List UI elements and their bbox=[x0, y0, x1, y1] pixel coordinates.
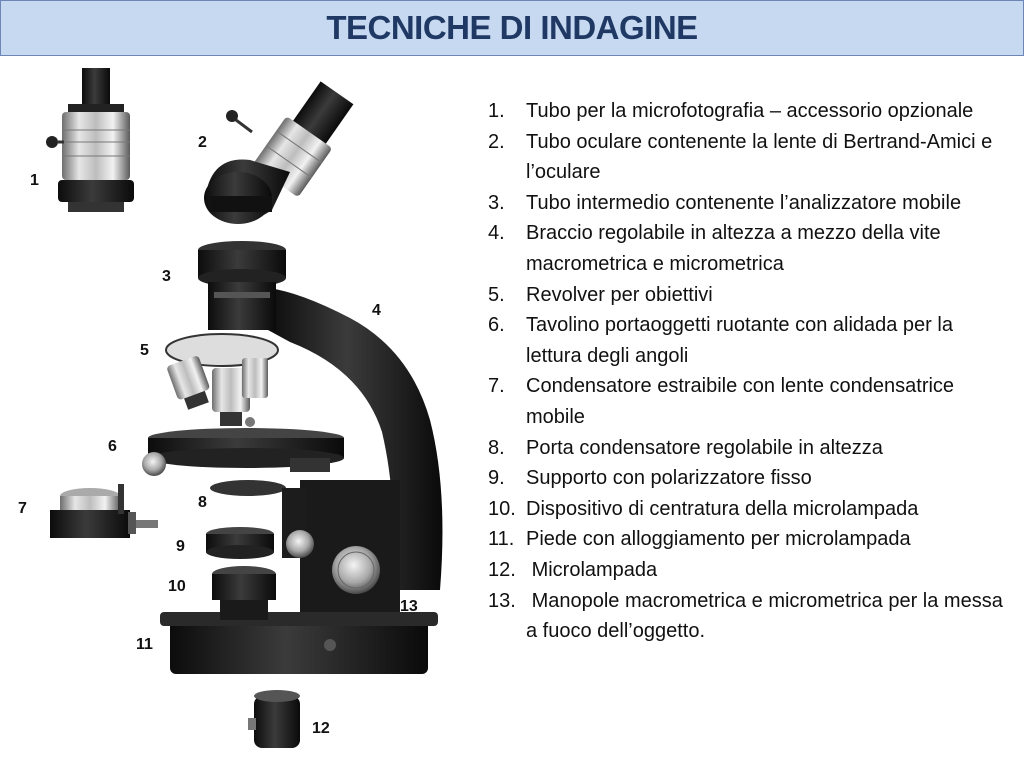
part-5-objective-revolver bbox=[166, 334, 278, 427]
callout-13: 13 bbox=[400, 598, 418, 615]
part-10-centring-device bbox=[212, 566, 276, 620]
list-item: 6. Tavolino portaoggetti ruotante con alidada per la lettura degli angoli bbox=[488, 314, 959, 367]
list-item: 4. Braccio regolabile in altezza a mezzo della vite macrometrica e micrometrica bbox=[488, 222, 952, 275]
list-item: 1. Tubo per la microfotografia – accessorio opzionale bbox=[488, 100, 974, 122]
part-6-rotating-stage bbox=[142, 428, 344, 476]
list-item: 5. Revolver per obiettivi bbox=[488, 283, 713, 306]
microscope-exploded-illustration bbox=[0, 60, 470, 760]
list-item: 11. Piede con alloggiamento per microlampada bbox=[488, 528, 911, 551]
callout-4: 4 bbox=[372, 302, 381, 319]
list-item: 12. Microlampada bbox=[488, 558, 658, 581]
microscope-figure bbox=[0, 60, 470, 760]
part-9-polarizer-support bbox=[206, 527, 274, 559]
list-item: 13. Manopole macrometrica e micrometrica per la messa a fuoco dell’oggetto. bbox=[488, 589, 1009, 643]
callout-1: 1 bbox=[30, 172, 39, 189]
part-12-micro-lamp bbox=[248, 690, 300, 748]
callout-6: 6 bbox=[108, 438, 117, 455]
callout-11: 11 bbox=[136, 636, 153, 653]
list-item: 2. Tubo oculare contenente la lente di Bertrand-Amici e l’oculare bbox=[488, 130, 998, 184]
part-2-eyepiece-tube bbox=[204, 77, 360, 224]
part-3-intermediate-tube bbox=[198, 241, 286, 330]
callout-12: 12 bbox=[312, 720, 330, 737]
list-item: 8. Porta condensatore regolabile in altezza bbox=[488, 436, 883, 459]
list-item: 7. Condensatore estraibile con lente condensatrice mobile bbox=[488, 375, 960, 428]
callout-2: 2 bbox=[198, 134, 207, 151]
part-1-photo-tube bbox=[46, 68, 134, 212]
list-item: 10. Dispositivo di centratura della microlampada bbox=[488, 497, 919, 520]
list-item: 9. Supporto con polarizzatore fisso bbox=[488, 467, 812, 490]
callout-5: 5 bbox=[140, 342, 149, 359]
part-7-removable-condenser bbox=[50, 484, 158, 538]
title-bar bbox=[0, 0, 1024, 56]
callout-8: 8 bbox=[198, 494, 207, 511]
page-title: TECNICHE DI INDAGINE bbox=[326, 9, 698, 46]
list-item: 3. Tubo intermedio contenente l’analizzatore mobile bbox=[488, 191, 962, 214]
callout-3: 3 bbox=[162, 268, 171, 285]
parts-list bbox=[488, 96, 1008, 647]
callout-7: 7 bbox=[18, 500, 27, 517]
callout-10: 10 bbox=[168, 578, 186, 595]
callout-9: 9 bbox=[176, 538, 185, 555]
